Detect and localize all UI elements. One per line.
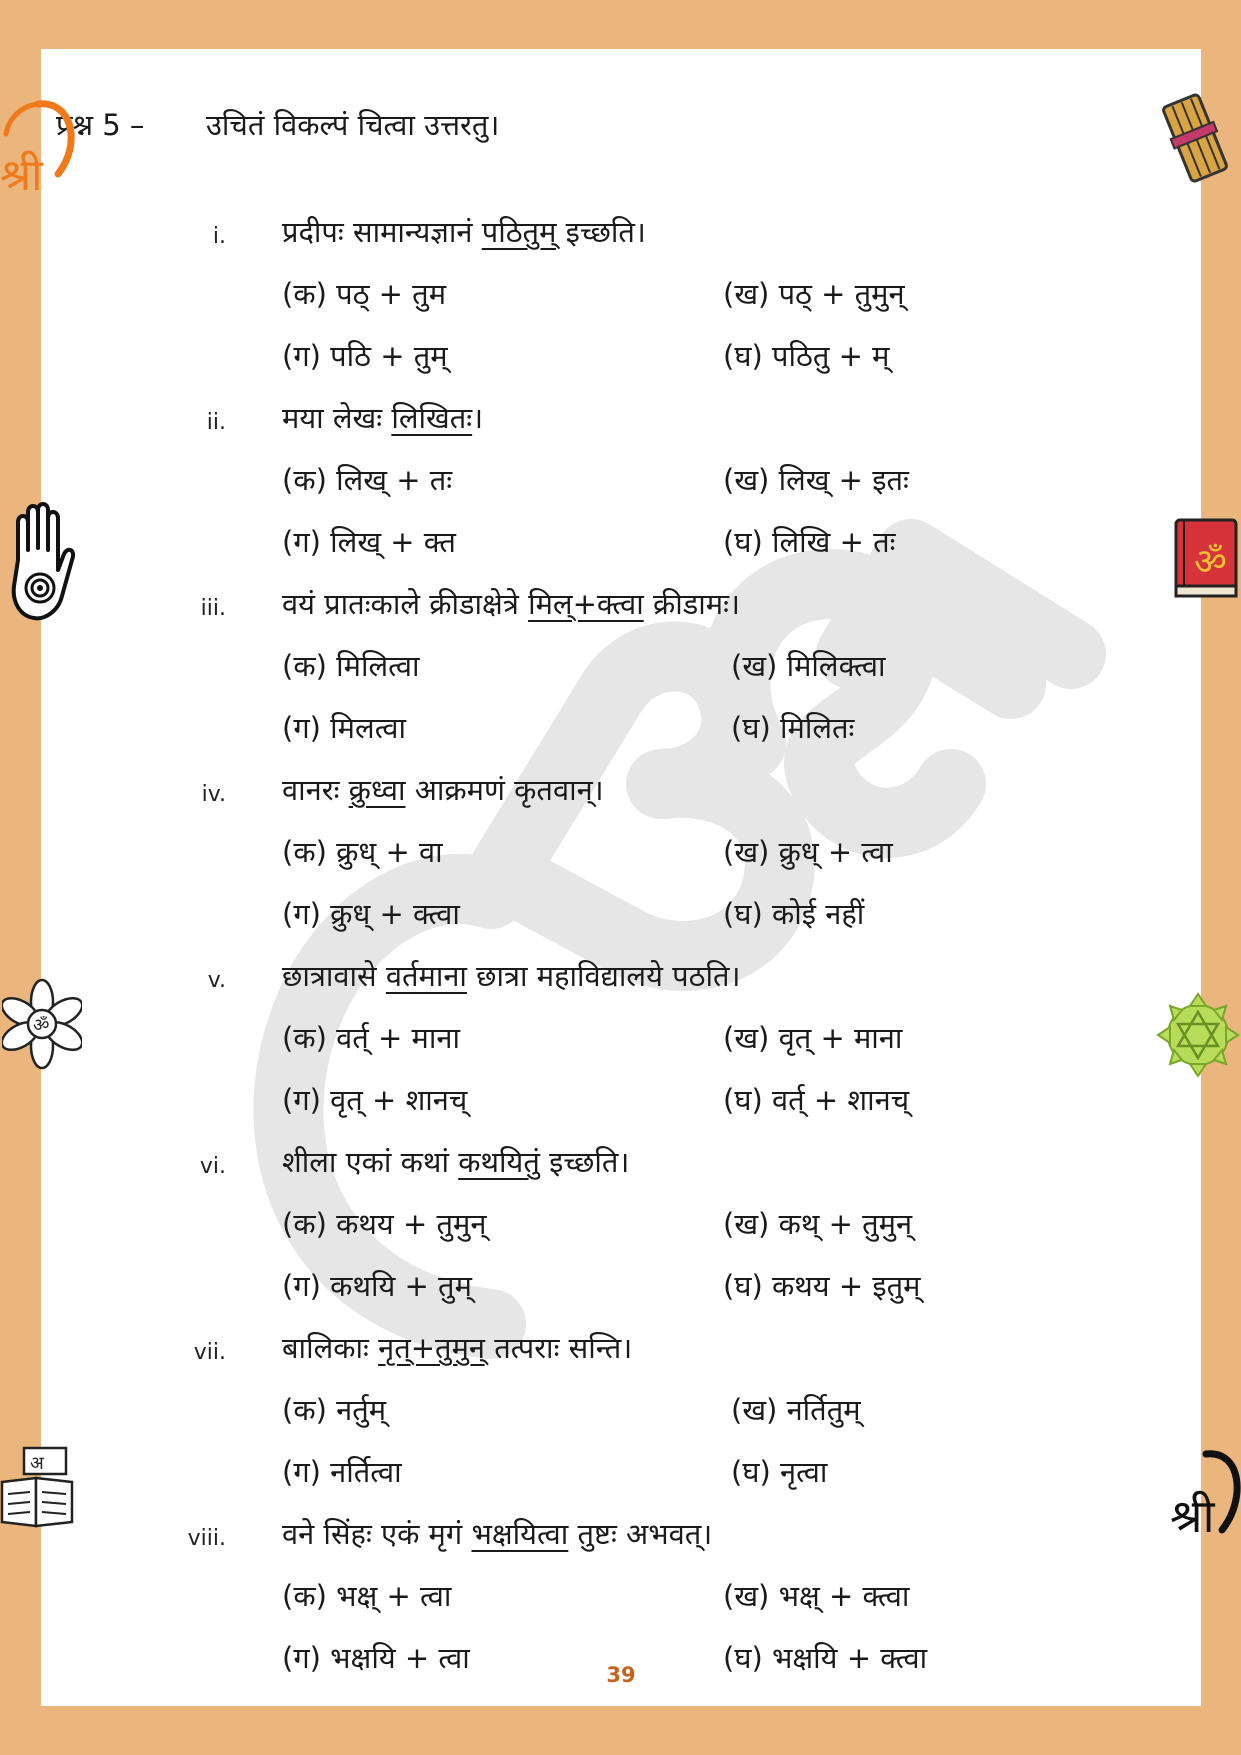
item-number: iv. [201, 782, 226, 807]
item-number: iii. [200, 596, 226, 621]
stem-text: मया लेखः [282, 401, 392, 435]
answer-option[interactable]: (ग) कथयि + तुम् [282, 1269, 472, 1303]
shri-right-text: श्री [1170, 1489, 1215, 1543]
stem-text: तत्पराः सन्ति। [485, 1331, 633, 1365]
question-header [56, 108, 500, 142]
answer-option[interactable]: (क) क्रुध् + वा [282, 835, 443, 869]
om-book-icon [1170, 516, 1241, 602]
document-page [41, 49, 1201, 1706]
answer-option[interactable]: (घ) लिखि + तः [723, 525, 896, 559]
anahata-chakra-icon [1152, 990, 1241, 1080]
question-label: प्रश्न 5 – [56, 108, 145, 142]
shri-logo-dark-icon [1166, 1440, 1241, 1544]
answer-option[interactable]: (घ) कोई नहीं [723, 897, 865, 931]
om-lotus-icon [2, 978, 82, 1070]
stem-text: । [472, 401, 484, 435]
answer-option[interactable]: (ग) मिलत्वा [282, 711, 407, 745]
stem-text: प्रदीपः सामान्यज्ञानं [282, 215, 482, 249]
stem-text: शीला एकां कथां [282, 1145, 459, 1179]
answer-option[interactable]: (ग) पठि + तुम् [282, 339, 448, 373]
question-stem [282, 959, 741, 993]
underlined-word: नृत्+तुमुन् [378, 1331, 486, 1365]
stem-text: बालिकाः [282, 1331, 379, 1365]
answer-option[interactable]: (ख) कथ् + तुमुन् [723, 1207, 913, 1241]
answer-option[interactable]: (क) कथय + तुमुन् [282, 1207, 487, 1241]
answer-option[interactable]: (क) भक्ष् + त्वा [282, 1579, 452, 1613]
answer-option[interactable]: (ख) भक्ष् + क्त्वा [723, 1579, 910, 1613]
shri-left-text: श्री [0, 150, 43, 201]
stem-text: वयं प्रातःकाले क्रीडाक्षेत्रे [282, 587, 529, 621]
question-stem [282, 773, 604, 807]
item-number: vii. [193, 1340, 226, 1365]
underlined-word: वर्तमाना [385, 959, 467, 993]
answer-option[interactable]: (ग) क्रुध् + क्त्वा [282, 897, 460, 931]
underlined-word: क्रुध्वा [348, 773, 406, 807]
stem-text: वने सिंहः एकं मृगं [282, 1517, 472, 1551]
stem-text: छात्रावासे [282, 959, 386, 993]
answer-option[interactable]: (क) वर्त् + माना [282, 1021, 460, 1055]
question-instruction: उचितं विकल्पं चित्वा उत्तरतु। [206, 108, 500, 142]
question-stem [282, 1517, 713, 1551]
stem-text: आक्रमणं कृतवान्। [405, 773, 604, 807]
answer-option[interactable]: (क) नर्तुम् [282, 1393, 387, 1427]
stem-text: छात्रा महाविद्यालये पठति। [466, 959, 741, 993]
answer-option[interactable]: (क) लिख् + तः [282, 463, 453, 497]
item-number: vi. [199, 1154, 226, 1179]
underlined-word: लिखितः [391, 401, 473, 435]
scroll-bundle-icon [1160, 90, 1230, 186]
answer-option[interactable]: (क) मिलित्वा [282, 649, 420, 683]
answer-option[interactable]: (घ) वर्त् + शानच् [723, 1083, 910, 1117]
underlined-word: कथयितुं [458, 1145, 540, 1179]
book-label-text: अ [30, 1453, 44, 1474]
item-number: v. [207, 968, 226, 993]
answer-option[interactable]: (घ) कथय + इतुम् [723, 1269, 921, 1303]
page-number: 39 [606, 1663, 636, 1687]
question-stem [282, 401, 484, 435]
stem-text: तुष्टः अभवत्। [568, 1517, 713, 1551]
lotus-om-symbol: ॐ [33, 1015, 50, 1036]
answer-option[interactable]: (घ) नृत्वा [731, 1455, 828, 1489]
item-number: i. [212, 224, 226, 249]
shri-logo-icon [0, 92, 84, 202]
stem-text: इच्छति। [556, 215, 646, 249]
answer-option[interactable]: (ख) लिख् + इतः [723, 463, 909, 497]
stem-text: इच्छति। [539, 1145, 630, 1179]
answer-option[interactable]: (घ) पठितु + म् [723, 339, 890, 373]
answer-option[interactable]: (घ) मिलितः [731, 711, 855, 745]
answer-option[interactable]: (ख) क्रुध् + त्वा [723, 835, 893, 869]
jain-hand-icon [4, 500, 76, 624]
answer-option[interactable]: (ग) भक्षयि + त्वा [282, 1641, 470, 1675]
answer-option[interactable]: (ख) मिलिक्त्वा [731, 649, 886, 683]
open-book-icon [0, 1446, 76, 1530]
question-stem [282, 215, 646, 249]
item-number: viii. [187, 1526, 226, 1551]
question-stem [282, 1331, 633, 1365]
answer-option[interactable]: (ख) पठ् + तुमुन् [723, 277, 905, 311]
answer-option[interactable]: (क) पठ् + तुम [282, 277, 447, 311]
stem-text: वानरः [282, 773, 349, 807]
question-stem [282, 587, 740, 621]
question-stem [282, 1145, 630, 1179]
worksheet-content [41, 49, 1201, 1706]
answer-option[interactable]: (ख) नर्तितुम् [731, 1393, 861, 1427]
answer-option[interactable]: (घ) भक्षयि + क्त्वा [723, 1641, 928, 1675]
underlined-word: भक्षयित्वा [471, 1517, 569, 1551]
om-symbol: ॐ [1194, 542, 1227, 583]
answer-option[interactable]: (ग) नर्तित्वा [282, 1455, 402, 1489]
answer-option[interactable]: (ग) वृत् + शानच् [282, 1083, 468, 1117]
stem-text: क्रीडामः। [643, 587, 740, 621]
underlined-word: मिल्+क्त्वा [528, 587, 644, 621]
item-number: ii. [206, 410, 226, 435]
answer-option[interactable]: (ग) लिख् + क्त [282, 525, 456, 559]
underlined-word: पठितुम् [481, 215, 557, 249]
answer-option[interactable]: (ख) वृत् + माना [723, 1021, 903, 1055]
